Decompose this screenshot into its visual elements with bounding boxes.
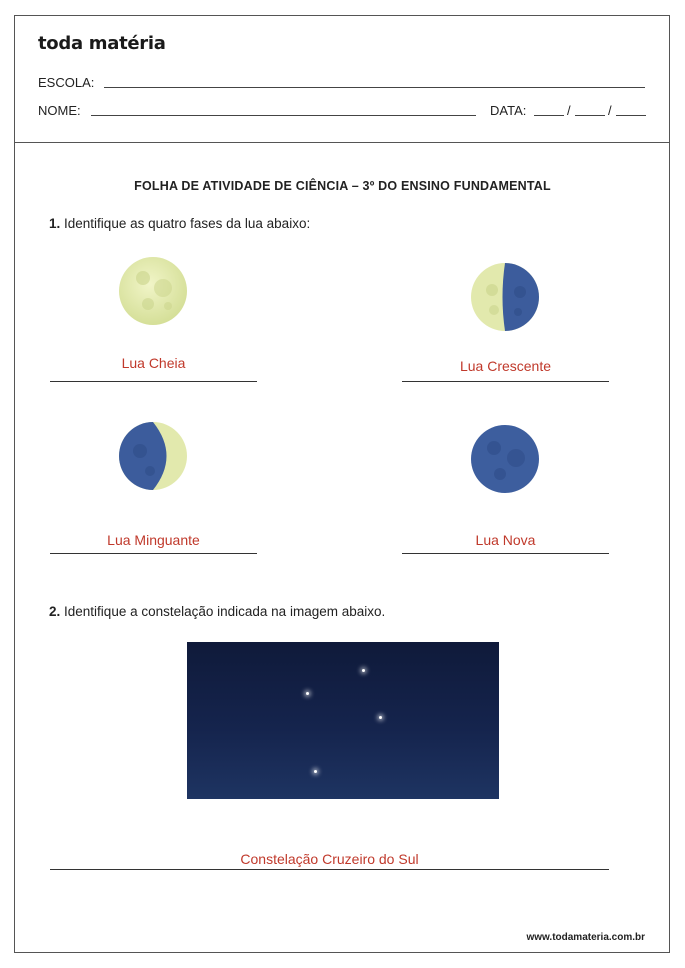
header-divider bbox=[14, 142, 670, 143]
question-2-text: Identifique a constelação indicada na imagem abaixo. bbox=[64, 604, 386, 619]
full-moon-icon bbox=[118, 256, 188, 326]
date-year-field[interactable] bbox=[616, 115, 646, 116]
question-1 bbox=[49, 216, 310, 231]
night-sky-image bbox=[187, 642, 499, 799]
nome-field[interactable] bbox=[91, 115, 476, 116]
star bbox=[306, 692, 309, 695]
question-2-number: 2. bbox=[49, 604, 61, 619]
question-1-number: 1. bbox=[49, 216, 61, 231]
moon-answer-1: Lua Cheia bbox=[121, 355, 186, 371]
moon-answer-4: Lua Nova bbox=[475, 532, 536, 548]
waxing-moon-icon bbox=[470, 262, 540, 332]
star bbox=[362, 669, 365, 672]
question-1-text: Identifique as quatro fases da lua abaixo: bbox=[64, 216, 311, 231]
moon-answer-3: Lua Minguante bbox=[107, 532, 200, 548]
page-title: FOLHA DE ATIVIDADE DE CIÊNCIA – 3º DO ENSINO FUNDAMENTAL bbox=[134, 179, 551, 193]
answer-line-2[interactable] bbox=[402, 381, 609, 382]
moon-answer-2: Lua Crescente bbox=[459, 358, 552, 374]
escola-label: ESCOLA: bbox=[38, 75, 95, 90]
new-moon-icon bbox=[470, 424, 540, 494]
worksheet-frame bbox=[14, 15, 670, 953]
answer-line-5[interactable] bbox=[50, 869, 609, 870]
answer-line-3[interactable] bbox=[50, 553, 257, 554]
brand-logo: toda matéria bbox=[38, 33, 166, 54]
date-day-field[interactable] bbox=[534, 115, 564, 116]
escola-field[interactable] bbox=[104, 87, 645, 88]
date-month-field[interactable] bbox=[575, 115, 605, 116]
constellation-answer: Constelação Cruzeiro do Sul bbox=[240, 851, 419, 867]
question-2 bbox=[49, 604, 385, 619]
star bbox=[314, 770, 317, 773]
data-label: DATA: bbox=[490, 103, 527, 118]
date-separator: / bbox=[567, 103, 571, 118]
answer-line-4[interactable] bbox=[402, 553, 609, 554]
nome-label: NOME: bbox=[38, 103, 81, 118]
footer-site-url: www.todamateria.com.br bbox=[526, 932, 645, 943]
answer-line-1[interactable] bbox=[50, 381, 257, 382]
date-separator: / bbox=[608, 103, 612, 118]
waning-moon-icon bbox=[118, 421, 188, 491]
star bbox=[379, 716, 382, 719]
